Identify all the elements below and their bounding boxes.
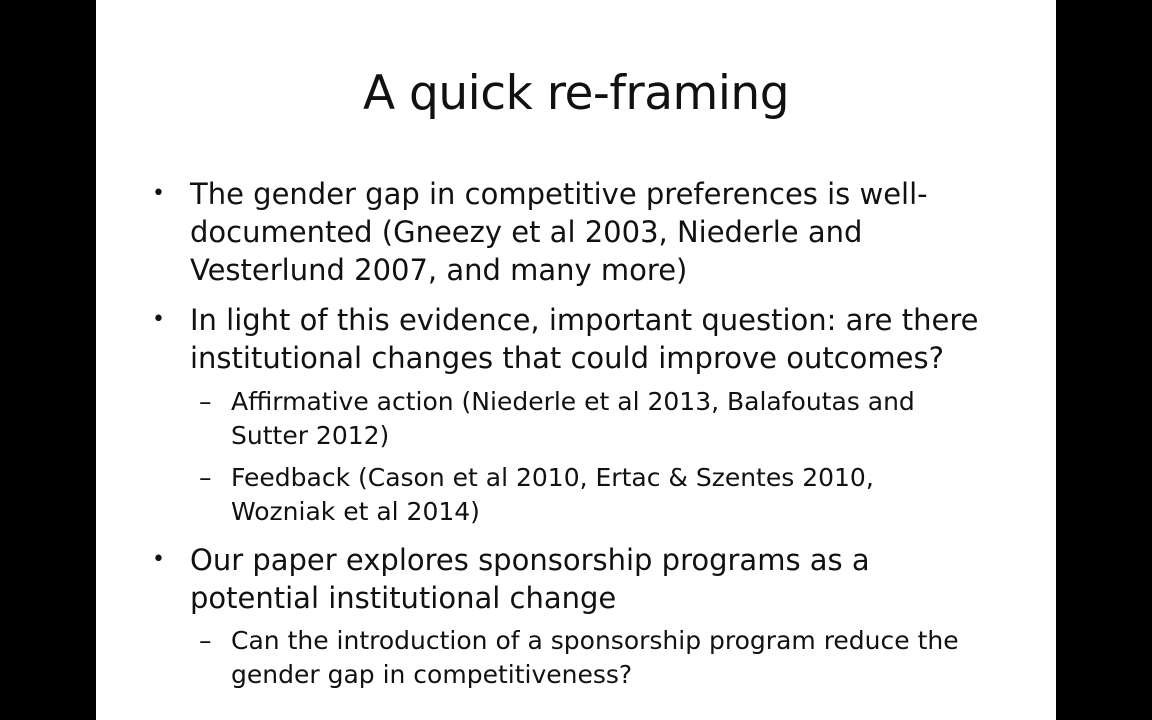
bullet-marker: • [152,307,165,332]
sub-bullet-line: Affirmative action (Niederle et al 2013, Balafoutas and [231,387,915,416]
slide-title: A quick re-framing [362,66,790,121]
bullet-line: Vesterlund 2007, and many more) [190,253,688,287]
bullet-line: documented (Gneezy et al 2003, Niederle and [190,215,863,249]
bullet-line: The gender gap in competitive preferences is well- [190,177,928,211]
slide [96,0,1056,720]
bullet-item-1 [152,175,990,289]
sub-bullet-item [199,385,1011,453]
bullet-line: In light of this evidence, important question: are there [190,303,979,337]
sub-bullet-line: Wozniak et al 2014) [231,497,480,526]
sub-bullet-item [199,461,1011,529]
dash-marker: – [199,463,212,492]
dash-marker: – [199,626,212,655]
bullet-item-3 [152,541,990,617]
sub-bullet-line: Can the introduction of a sponsorship program reduce the [231,626,959,655]
bullet-marker: • [152,181,165,206]
bullet-line: institutional changes that could improve outcomes? [190,341,944,375]
sub-bullet-line: Feedback (Cason et al 2010, Ertac & Szentes 2010, [231,463,874,492]
sub-bullet-line: gender gap in competitiveness? [231,660,633,689]
dash-marker: – [199,387,212,416]
bullet-marker: • [152,547,165,572]
bullet-line: Our paper explores sponsorship programs as a [190,543,870,577]
bullet-item-2 [152,301,990,377]
sub-bullet-line: Sutter 2012) [231,421,390,450]
sub-bullet-item [199,624,1011,692]
bullet-line: potential institutional change [190,581,617,615]
